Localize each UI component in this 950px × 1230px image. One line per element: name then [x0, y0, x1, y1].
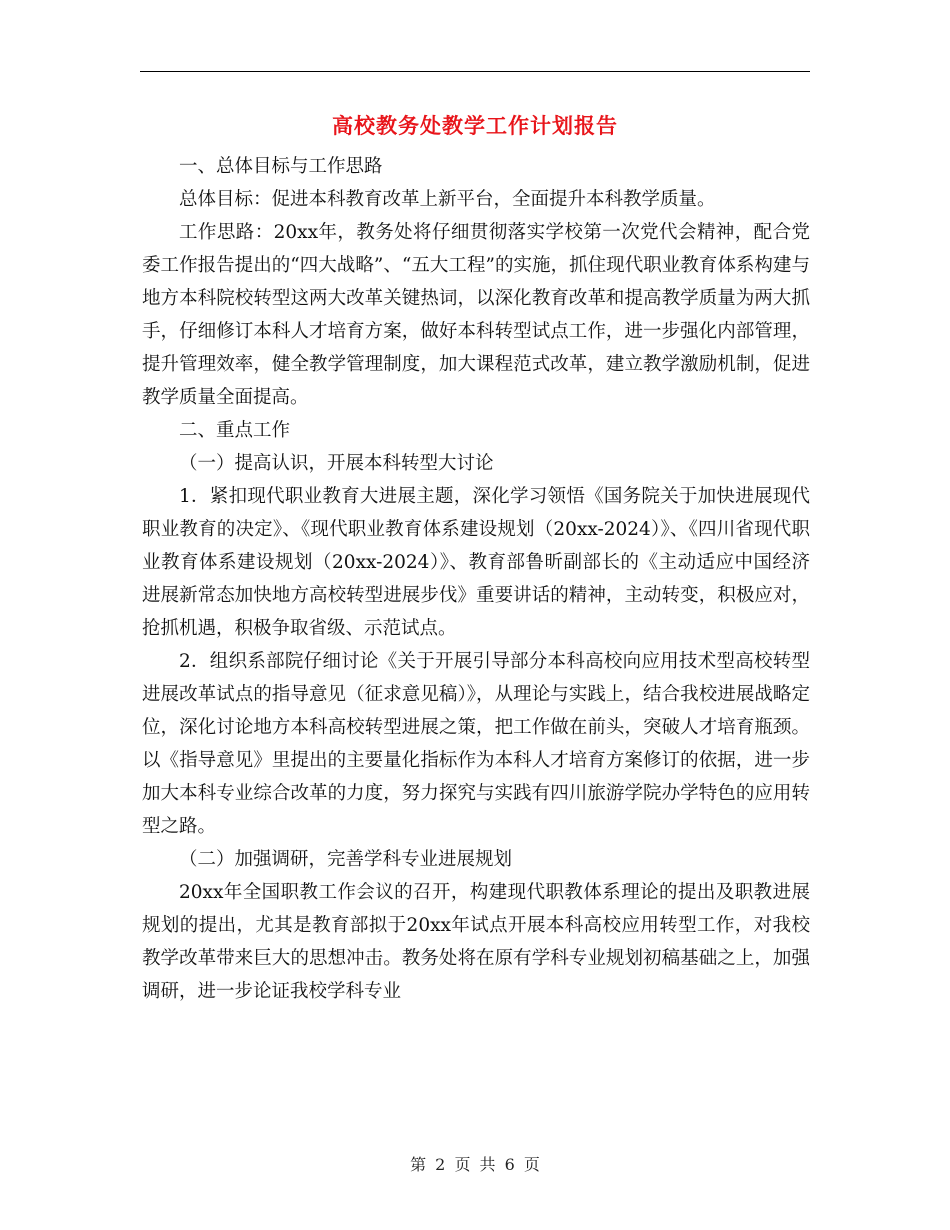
paragraph-research: 20xx年全国职教工作会议的召开，构建现代职教体系理论的提出及职教进展规划的提出，尤其是教育部拟于20xx年试点开展本科高校应用转型工作，对我校教学改革带来巨大的思想冲击。教务处将在原有学科专业规划初稿基础之上，加强调研，进一步论证我校学科专业 — [142, 882, 810, 1002]
document-title: 高校教务处教学工作计划报告 — [332, 113, 618, 138]
paragraph-item-2: 2．组织系部院仔细讨论《关于开展引导部分本科高校向应用技术型高校转型进展改革试点的指导意见（征求意见稿）》，从理论与实践上，结合我校进展战略定位，深化讨论地方本科高校转型进展之策，把工作做在前头，突破人才培育瓶颈。以《指导意见》里提出的主要量化指标作为本科人才培育方案修订的依据，进一步加大本科专业综合改革的力度，努力探究与实践有四川旅游学院办学特色的应用转型之路。 — [142, 651, 810, 837]
paragraph-item-1: 1．紧扣现代职业教育大进展主题，深化学习领悟《国务院关于加快进展现代职业教育的决定》、《现代职业教育体系建设规划（20xx-2024）》、《四川省现代职业教育体系建设规划（20xx-2024）》、教育部鲁昕副部长的《主动适应中国经济进展新常态加快地方高校转型进展步伐》重要讲话的精神，主动转变，积极应对，抢抓机遇，积极争取省级、示范试点。 — [142, 486, 810, 639]
section-heading-key-work: 二、重点工作 — [179, 420, 291, 441]
section-heading-goals: 一、总体目标与工作思路 — [179, 156, 383, 177]
paragraph-work-approach: 工作思路：20xx年，教务处将仔细贯彻落实学校第一次党代会精神，配合党委工作报告提出的“四大战略”、“五大工程”的实施，抓住现代职业教育体系构建与地方本科院校转型这两大改革关键热词，以深化教育改革和提高教学质量为两大抓手，仔细修订本科人才培育方案，做好本科转型试点工作，进一步强化内部管理，提升管理效率，健全教学管理制度，加大课程范式改革，建立教学激励机制，促进教学质量全面提高。 — [142, 222, 810, 408]
header-rule — [140, 71, 810, 72]
document-body — [142, 150, 810, 1008]
page-footer: 第 2 页 共 6 页 — [410, 1155, 540, 1174]
subsection-heading-2: （二）加强调研，完善学科专业进展规划 — [179, 849, 513, 870]
subsection-heading-1: （一）提高认识，开展本科转型大讨论 — [179, 453, 494, 474]
paragraph-overall-goal: 总体目标：促进本科教育改革上新平台，全面提升本科教学质量。 — [179, 189, 716, 210]
